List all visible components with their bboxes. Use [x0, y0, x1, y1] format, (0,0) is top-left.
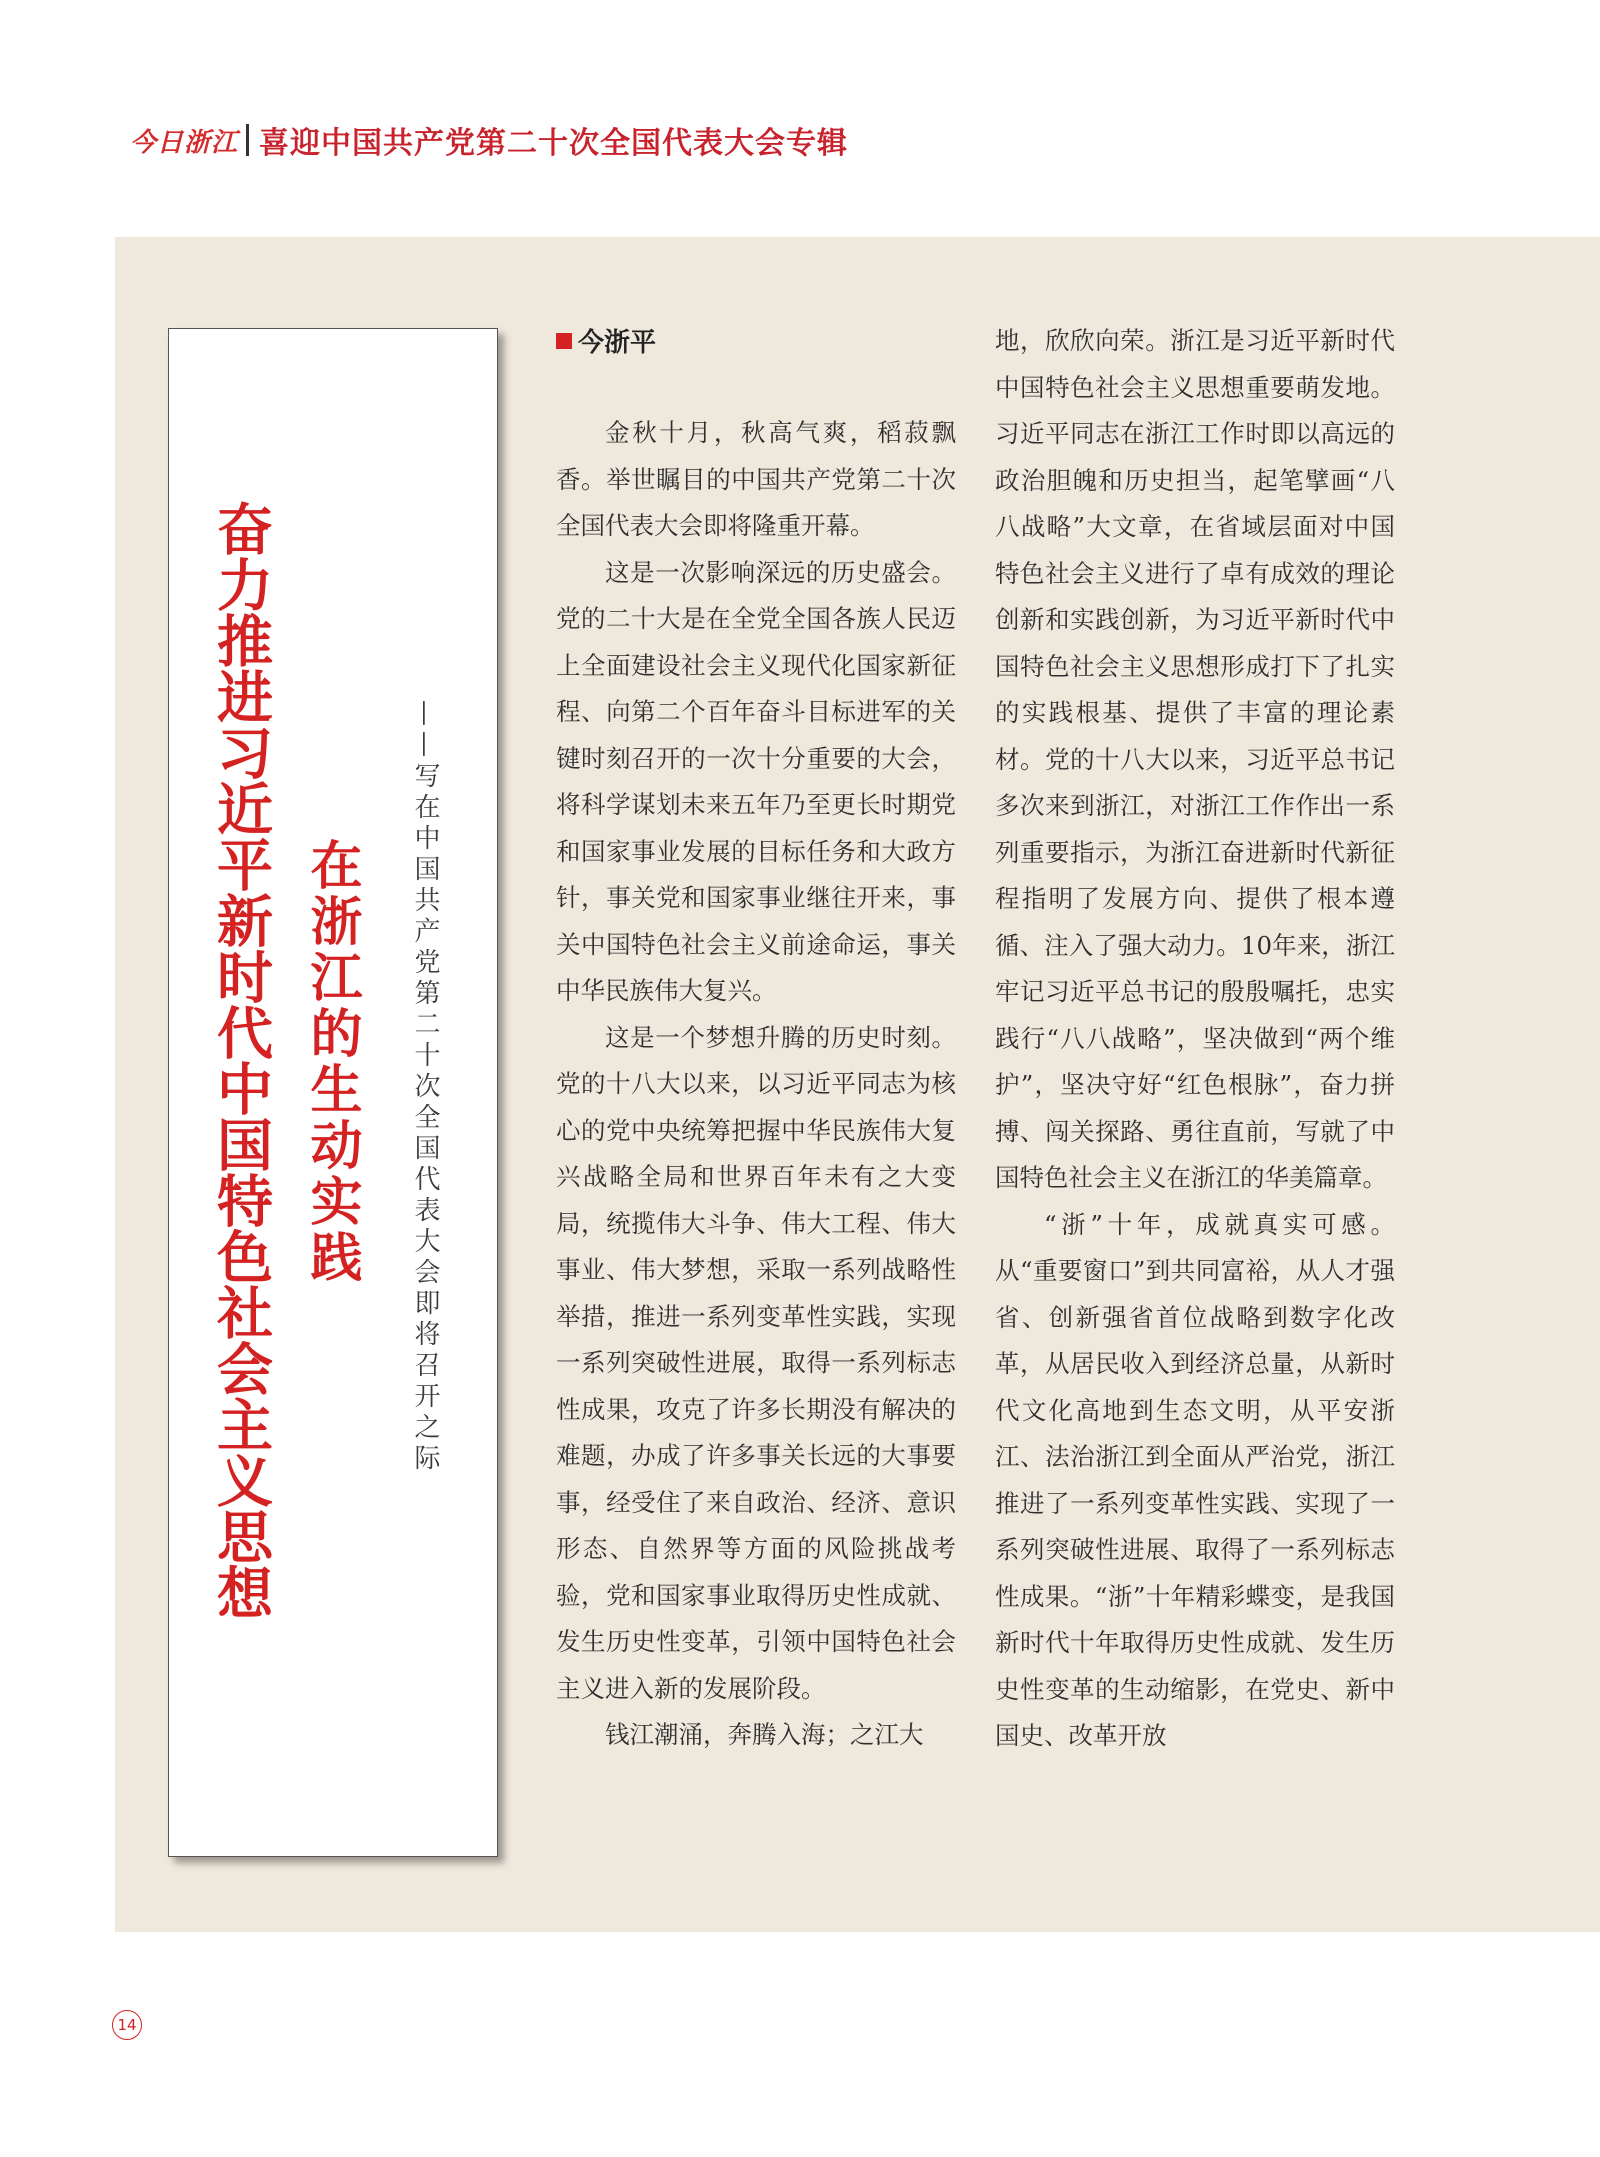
paragraph: 这是一次影响深远的历史盛会。党的二十大是在全党全国各族人民迈上全面建设社会主义现代化国家新征程、向第二个百年奋斗目标进军的关键时刻召开的一次十分重要的大会，将科学谋划未来五年乃至更长时期党和国家事业发展的目标任务和大政方针，事关党和国家事业继往开来，事关中国特色社会主义前途命运，事关中华民族伟大复兴。 [556, 557, 956, 1005]
article-sub-title: 在浙江的生动实践 [301, 838, 361, 1286]
header-divider [246, 124, 249, 156]
red-square-icon [556, 333, 572, 349]
paragraph-continued: 地，欣欣向荣。浙江是习近平新时代中国特色社会主义思想重要萌发地。习近平同志在浙江工作时即以高远的政治胆魄和历史担当，起笔擘画“八八战略”大文章，在省域层面对中国特色社会主义进行了卓有成效的理论创新和实践创新，为习近平新时代中国特色社会主义思想形成打下了扎实的实践根基、提供了丰富的理论素材。党的十八大以来，习近平总书记多次来到浙江，对浙江工作作出一系列重要指示，为浙江奋进新时代新征程指明了发展方向、提供了根本遵循、注入了强大动力。10年来，浙江牢记习近平总书记的殷殷嘱托，忠实践行“八八战略”，坚决做到“两个维护”，坚决守好“红色根脉”，奋力拼搏、闯关探路、勇往直前，写就了中国特色社会主义在浙江的华美篇章。 [995, 326, 1395, 1192]
paragraph: 金秋十月，秋高气爽，稻菽飘香。举世瞩目的中国共产党第二十次全国代表大会即将隆重开幕。 [556, 418, 956, 540]
article-dedication: ——写在中国共产党第二十次全国代表大会即将召开之际 [410, 700, 440, 1475]
special-issue-title: 喜迎中国共产党第二十次全国代表大会专辑 [259, 126, 849, 161]
paragraph: 这是一个梦想升腾的历史时刻。党的十八大以来，以习近平同志为核心的党中央统筹把握中华民族伟大复兴战略全局和世界百年未有之大变局，统揽伟大斗争、伟大工程、伟大事业、伟大梦想，采取一系列战略性举措，推进一系列变革性实践，实现一系列突破性进展，取得一系列标志性成果，攻克了许多长期没有解决的难题，办成了许多事关长远的大事要事，经受住了来自政治、经济、意识形态、自然界等方面的风险挑战考验，党和国家事业取得历史性成就、发生历史性变革，引领中国特色社会主义进入新的发展阶段。 [556, 1022, 956, 1703]
paragraph: 钱江潮涌，奔腾入海；之江大 [605, 1720, 924, 1749]
page-number: 14 [112, 2010, 142, 2040]
text-column-2 [995, 318, 1395, 1760]
magazine-logo: 今日浙江 [130, 127, 239, 158]
text-column-1 [556, 410, 956, 1759]
article-main-title: 奋力推进习近平新时代中国特色社会主义思想 [208, 500, 273, 1620]
author-name: 今浙平 [578, 328, 657, 358]
author-byline [556, 322, 656, 359]
paragraph: “浙”十年，成就真实可感。从“重要窗口”到共同富裕，从人才强省、创新强省首位战略到数字化改革，从居民收入到经济总量，从新时代文化高地到生态文明，从平安浙江、法治浙江到全面从严治党，浙江推进了一系列变革性实践、实现了一系列突破性进展、取得了一系列标志性成果。“浙”十年精彩蝶变，是我国新时代十年取得历史性成就、发生历史性变革的生动缩影，在党史、新中国史、改革开放 [995, 1209, 1395, 1750]
page-header [130, 118, 848, 162]
